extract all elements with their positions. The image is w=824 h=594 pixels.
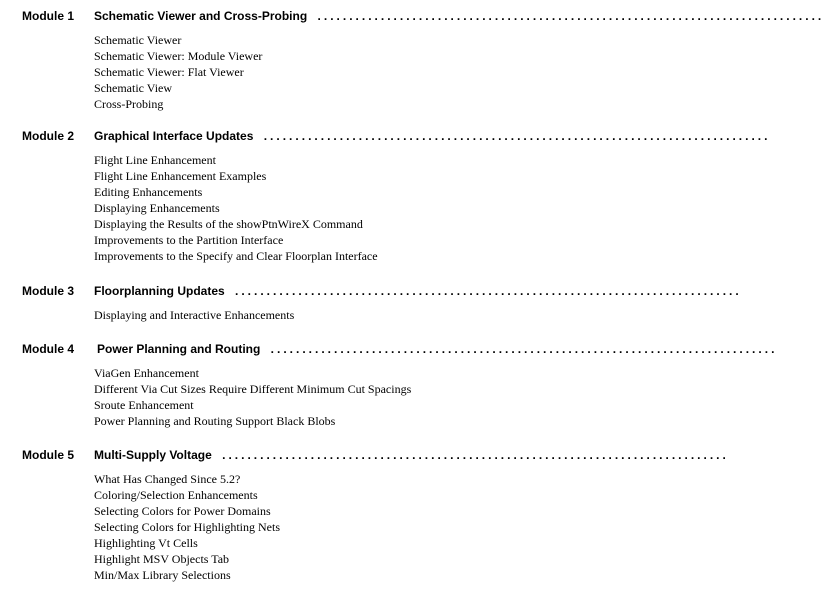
topic-item[interactable]: Displaying and Interactive Enhancements: [94, 308, 295, 322]
topic-list: [94, 471, 280, 583]
module-label: Module 4: [22, 342, 75, 356]
topic-item[interactable]: Schematic Viewer: Flat Viewer: [94, 65, 244, 79]
topic-item[interactable]: Schematic Viewer: Module Viewer: [94, 49, 263, 63]
topic-item[interactable]: Cross-Probing: [94, 97, 164, 111]
module-title[interactable]: [94, 8, 824, 24]
topic-item[interactable]: Different Via Cut Sizes Require Different Minimum Cut Spacings: [94, 382, 412, 396]
module-title[interactable]: [97, 341, 778, 357]
dot-leader: ................................................................................: [215, 448, 729, 462]
dot-leader: ................................................................................: [228, 284, 742, 298]
module-title-text: Multi-Supply Voltage: [94, 448, 212, 462]
dot-leader: ................................................................................: [311, 9, 824, 23]
topic-item[interactable]: Flight Line Enhancement: [94, 153, 216, 167]
topic-item[interactable]: Improvements to the Specify and Clear Floorplan Interface: [94, 249, 378, 263]
module-title-text: Graphical Interface Updates: [94, 129, 254, 143]
topic-item[interactable]: Selecting Colors for Power Domains: [94, 504, 271, 518]
topic-item[interactable]: Schematic View: [94, 81, 173, 95]
module-title[interactable]: [94, 447, 729, 463]
topic-list: [94, 32, 262, 112]
module-label: Module 5: [22, 448, 75, 462]
module-title[interactable]: [94, 283, 742, 299]
module-title[interactable]: [94, 128, 771, 144]
topic-list: [94, 365, 411, 429]
dot-leader: ................................................................................: [264, 342, 778, 356]
module-label: Module 1: [22, 9, 75, 23]
topic-item[interactable]: Power Planning and Routing Support Black Blobs: [94, 414, 336, 428]
topic-item[interactable]: Editing Enhancements: [94, 185, 203, 199]
topic-item[interactable]: Highlighting Vt Cells: [94, 536, 198, 550]
module-label: Module 2: [22, 129, 75, 143]
dot-leader: ................................................................................: [257, 129, 771, 143]
topic-item[interactable]: Flight Line Enhancement Examples: [94, 169, 267, 183]
topic-list: [94, 307, 294, 323]
topic-item[interactable]: What Has Changed Since 5.2?: [94, 472, 241, 486]
topic-item[interactable]: Sroute Enhancement: [94, 398, 194, 412]
topic-item[interactable]: ViaGen Enhancement: [94, 366, 199, 380]
topic-item[interactable]: Min/Max Library Selections: [94, 568, 231, 582]
topic-list: [94, 152, 378, 264]
topic-item[interactable]: Schematic Viewer: [94, 33, 182, 47]
topic-item[interactable]: Coloring/Selection Enhancements: [94, 488, 258, 502]
topic-item[interactable]: Selecting Colors for Highlighting Nets: [94, 520, 280, 534]
topic-item[interactable]: Highlight MSV Objects Tab: [94, 552, 230, 566]
module-title-text: Schematic Viewer and Cross-Probing: [94, 9, 308, 23]
module-title-text: Power Planning and Routing: [97, 342, 261, 356]
topic-item[interactable]: Improvements to the Partition Interface: [94, 233, 284, 247]
topic-item[interactable]: Displaying the Results of the showPtnWireX Command: [94, 217, 363, 231]
module-title-text: Floorplanning Updates: [94, 284, 225, 298]
topic-item[interactable]: Displaying Enhancements: [94, 201, 220, 215]
module-label: Module 3: [22, 284, 75, 298]
